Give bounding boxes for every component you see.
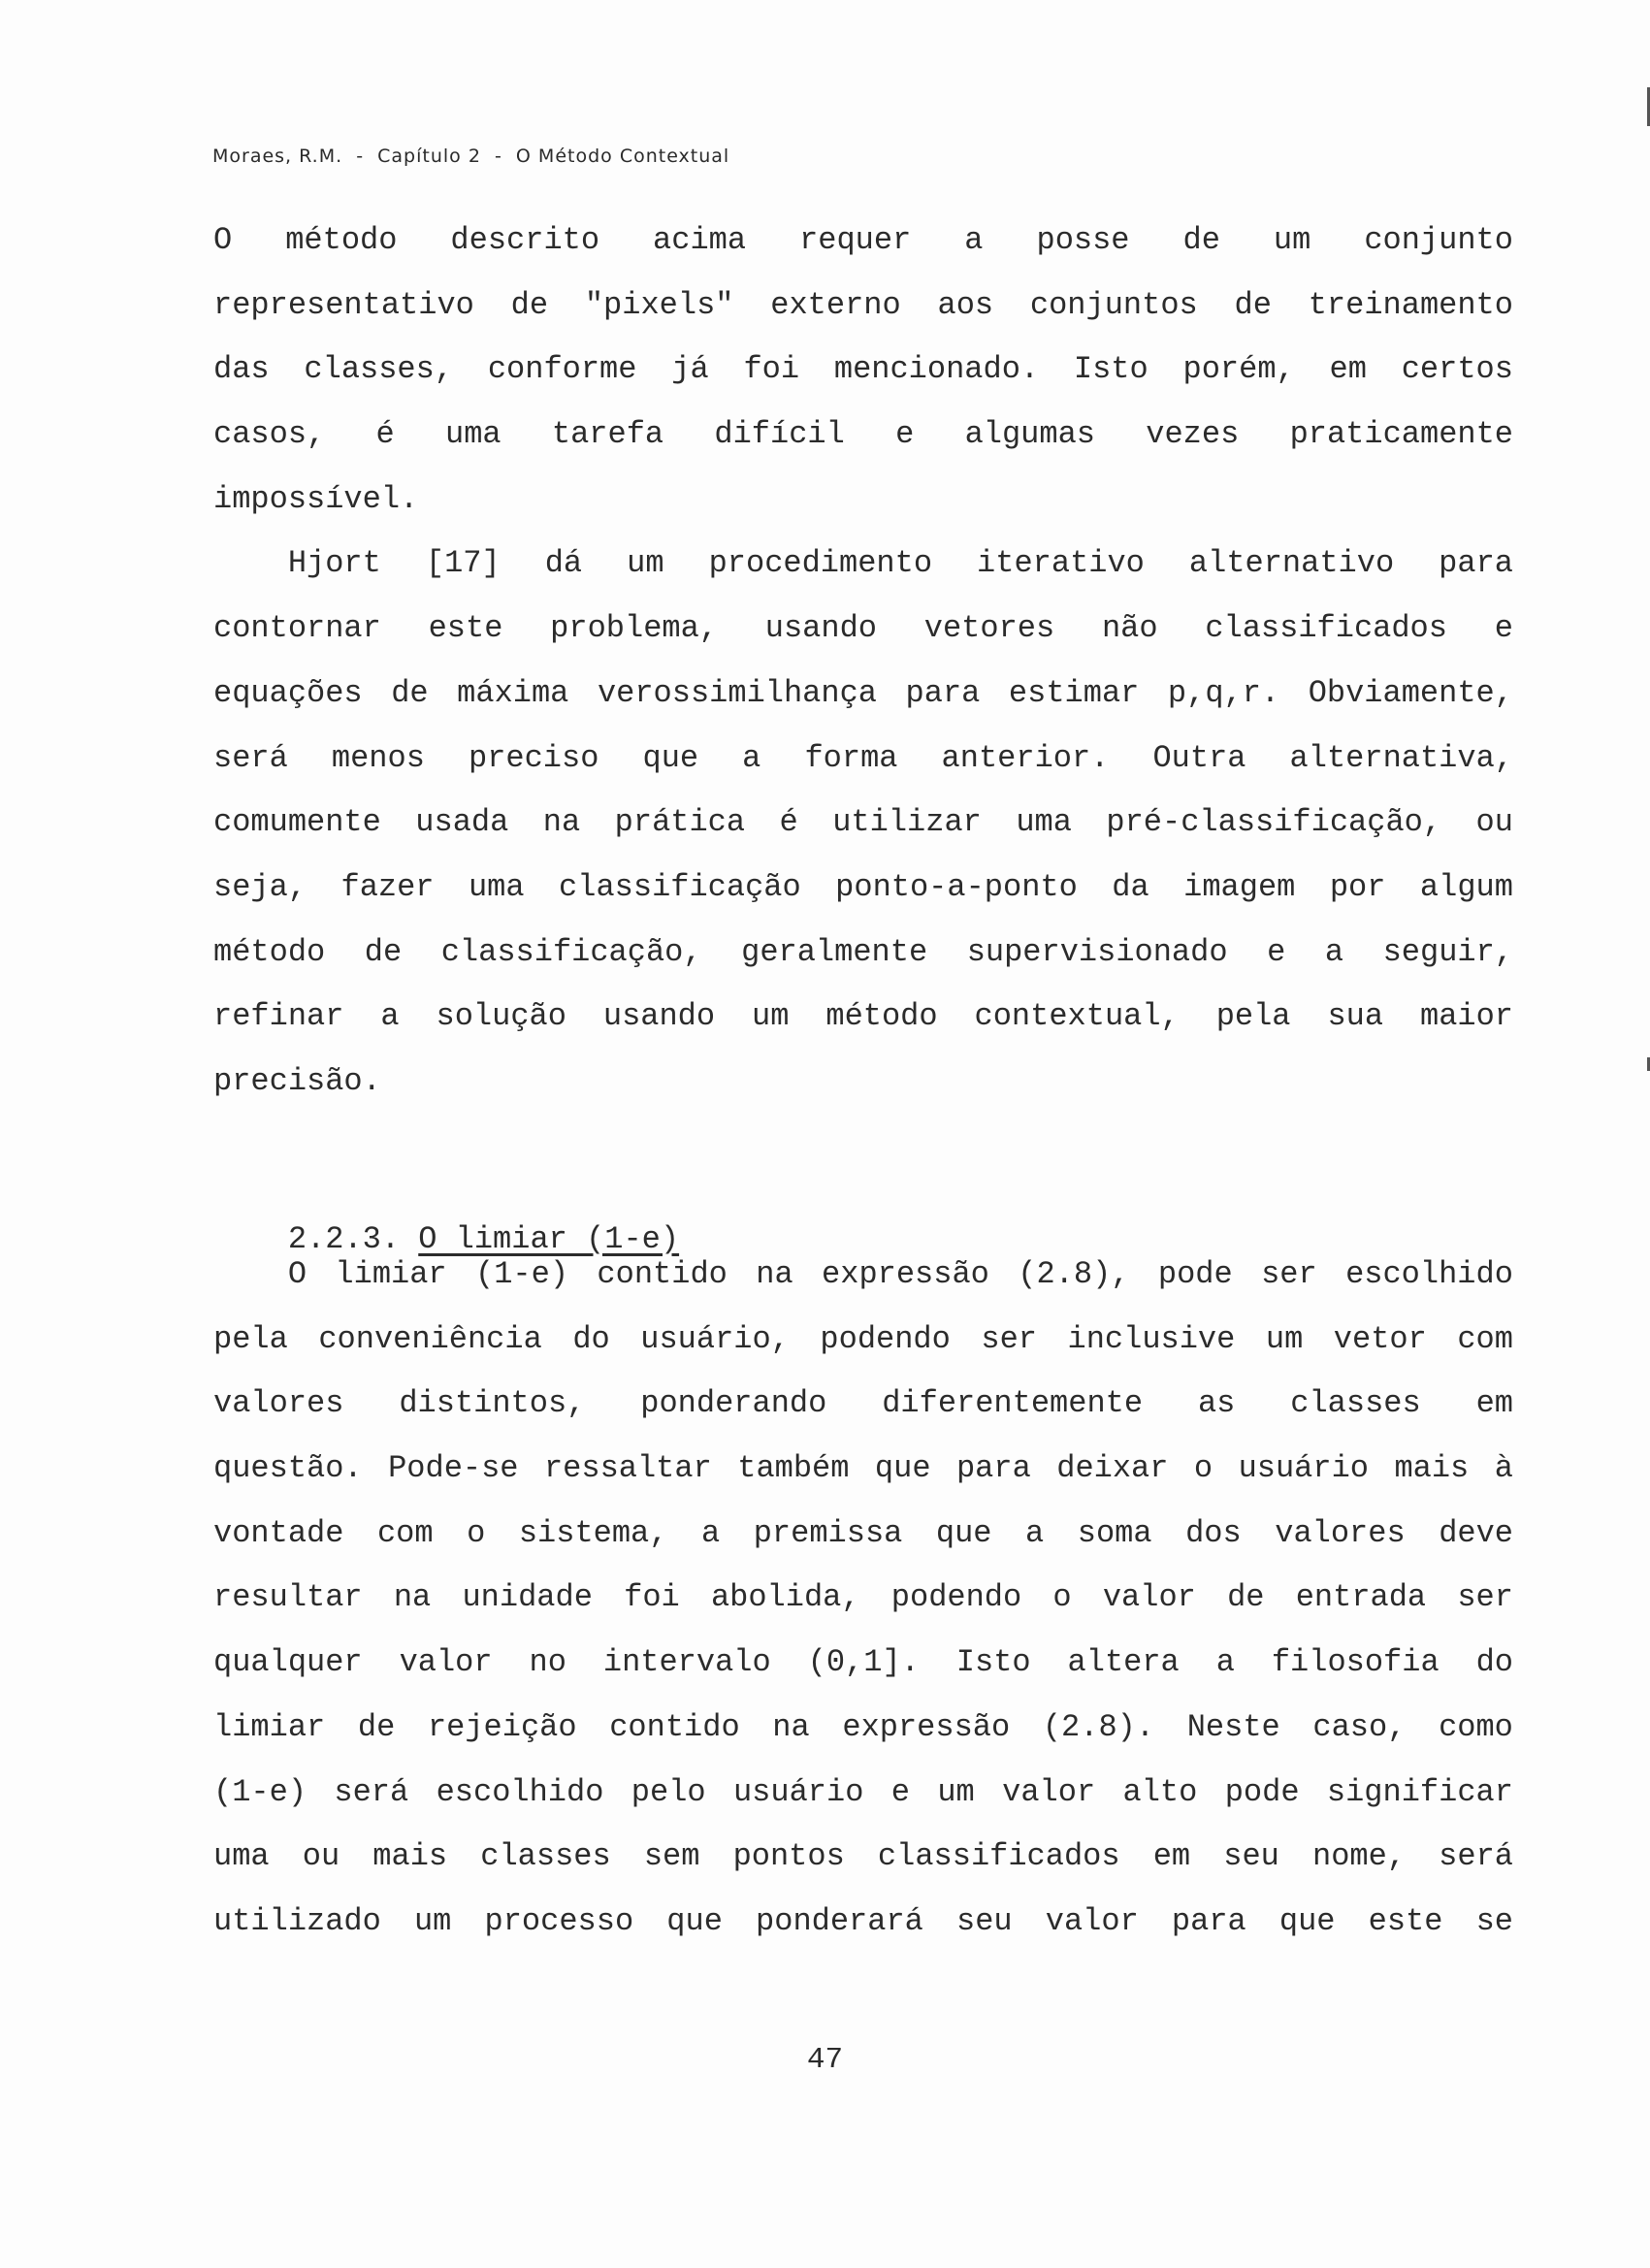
word: fazer bbox=[340, 868, 435, 905]
word: na bbox=[393, 1579, 432, 1616]
word: geralmente bbox=[741, 933, 928, 970]
word: classificados bbox=[877, 1838, 1120, 1875]
text-line bbox=[213, 346, 1513, 411]
word: na bbox=[756, 1256, 793, 1292]
word: distintos, bbox=[399, 1385, 586, 1422]
word: externo bbox=[770, 286, 901, 323]
word: método bbox=[213, 933, 326, 970]
word: que bbox=[642, 739, 699, 776]
word: sua bbox=[1327, 998, 1384, 1035]
text-line bbox=[213, 735, 1513, 800]
running-header: Moraes, R.M. - Capítulo 2 - O Método Contextual bbox=[212, 146, 730, 167]
text-line bbox=[213, 282, 1513, 347]
word: usuário bbox=[732, 1773, 864, 1810]
word: usando bbox=[764, 610, 877, 647]
word: este bbox=[1368, 1902, 1443, 1939]
word: imagem bbox=[1183, 868, 1296, 905]
text-line bbox=[213, 476, 1513, 541]
word: já bbox=[671, 351, 709, 388]
word: seu bbox=[1223, 1838, 1279, 1875]
word: expressão bbox=[822, 1256, 989, 1292]
word: das bbox=[213, 351, 270, 388]
word: no bbox=[529, 1644, 566, 1681]
word: também bbox=[737, 1450, 850, 1487]
word: solução bbox=[436, 998, 566, 1035]
word: em bbox=[1152, 1838, 1191, 1875]
word: O bbox=[213, 222, 233, 258]
word: processo bbox=[484, 1902, 634, 1939]
word: intervalo bbox=[602, 1644, 771, 1681]
word: anterior. bbox=[941, 739, 1110, 776]
word: problema, bbox=[550, 610, 718, 647]
word: a bbox=[1215, 1644, 1235, 1681]
word: pelo bbox=[631, 1773, 706, 1810]
word: vetor bbox=[1333, 1320, 1427, 1357]
word: a bbox=[742, 739, 761, 776]
word: questão. bbox=[213, 1450, 363, 1487]
word: maior bbox=[1419, 998, 1513, 1035]
word: contido bbox=[597, 1256, 728, 1292]
word: classificação bbox=[559, 868, 801, 905]
text-line bbox=[213, 411, 1513, 476]
word: rejeição bbox=[427, 1708, 577, 1745]
word: a bbox=[380, 998, 400, 1035]
word: com bbox=[1457, 1320, 1513, 1357]
page-number: 47 bbox=[806, 2043, 844, 2077]
word: em bbox=[1475, 1385, 1513, 1422]
word: será bbox=[334, 1773, 409, 1810]
text-line bbox=[213, 1380, 1513, 1445]
word: preciso bbox=[468, 739, 599, 776]
word: resultar bbox=[213, 1579, 363, 1616]
word: estimar bbox=[1008, 674, 1140, 711]
word: Obviamente, bbox=[1308, 674, 1513, 711]
word: [17] bbox=[425, 545, 501, 582]
word: usuário bbox=[1238, 1450, 1369, 1487]
text-line bbox=[213, 540, 1513, 605]
word: premissa bbox=[753, 1514, 903, 1551]
word: entrada bbox=[1295, 1579, 1427, 1616]
word: ressaltar bbox=[543, 1450, 712, 1487]
word: utilizado bbox=[213, 1902, 381, 1939]
word: pode bbox=[1224, 1773, 1300, 1810]
word: soma bbox=[1077, 1514, 1152, 1551]
word: usando bbox=[602, 998, 716, 1035]
word: é bbox=[375, 416, 395, 453]
word: tarefa bbox=[551, 416, 664, 453]
word: filosofia bbox=[1271, 1644, 1440, 1681]
word: requer bbox=[799, 222, 912, 258]
word: alto bbox=[1122, 1773, 1198, 1810]
word: menos bbox=[331, 739, 425, 776]
word: a bbox=[1324, 933, 1344, 970]
word: um bbox=[1265, 1320, 1304, 1357]
word: expressão bbox=[842, 1708, 1011, 1745]
word: "pixels" bbox=[584, 286, 734, 323]
word: Isto bbox=[955, 1644, 1031, 1681]
text-line bbox=[213, 670, 1513, 735]
word: podendo bbox=[890, 1579, 1022, 1616]
text-line bbox=[213, 993, 1513, 1058]
word: vezes bbox=[1146, 416, 1240, 453]
word: do bbox=[1475, 1644, 1513, 1681]
word: alternativo bbox=[1188, 545, 1395, 582]
word: altera bbox=[1067, 1644, 1180, 1681]
word: este bbox=[428, 610, 503, 647]
word: conjuntos bbox=[1029, 286, 1198, 323]
word: para bbox=[905, 674, 981, 711]
word: (1-e) bbox=[213, 1773, 307, 1810]
word: pela bbox=[213, 1320, 288, 1357]
word: um bbox=[937, 1773, 975, 1810]
word: precisão. bbox=[213, 1062, 381, 1099]
word: posse bbox=[1036, 222, 1130, 258]
word: sem bbox=[643, 1838, 700, 1875]
word: usuário, bbox=[640, 1320, 790, 1357]
word: forma bbox=[804, 739, 898, 776]
word: em bbox=[1329, 351, 1367, 388]
word: verossimilhança bbox=[597, 674, 877, 711]
word: algumas bbox=[964, 416, 1095, 453]
word: o bbox=[1193, 1450, 1213, 1487]
word: do bbox=[572, 1320, 610, 1357]
word: seu bbox=[956, 1902, 1013, 1939]
word: de bbox=[1234, 286, 1272, 323]
word: uma bbox=[468, 868, 525, 905]
word: Pode-se bbox=[388, 1450, 519, 1487]
text-line bbox=[213, 799, 1513, 864]
word: deixar bbox=[1056, 1450, 1169, 1487]
word: qualquer bbox=[213, 1644, 363, 1681]
word: que bbox=[874, 1450, 931, 1487]
word: vetores bbox=[923, 610, 1055, 647]
word: e bbox=[895, 416, 915, 453]
text-line bbox=[213, 1510, 1513, 1575]
word: será bbox=[1439, 1838, 1513, 1875]
word: algum bbox=[1419, 868, 1513, 905]
text-line bbox=[213, 1639, 1513, 1704]
word: usada bbox=[415, 804, 509, 841]
word: diferentemente bbox=[882, 1385, 1144, 1422]
word: inclusive bbox=[1067, 1320, 1236, 1357]
text-line bbox=[213, 929, 1513, 994]
word: mencionado. bbox=[833, 351, 1040, 388]
word: (2.8), bbox=[1018, 1256, 1130, 1292]
word: se bbox=[1475, 1902, 1513, 1939]
word: porém, bbox=[1182, 351, 1295, 388]
word: descrito bbox=[450, 222, 600, 258]
word: (1-e) bbox=[475, 1256, 569, 1292]
word: ou bbox=[1475, 804, 1513, 841]
word: máxima bbox=[457, 674, 569, 711]
word: um bbox=[413, 1902, 452, 1939]
text-line bbox=[213, 1251, 1513, 1316]
word: classes bbox=[1290, 1385, 1421, 1422]
word: nome, bbox=[1312, 1838, 1407, 1875]
word: um bbox=[1273, 222, 1311, 258]
word: ponderando bbox=[640, 1385, 827, 1422]
word: método bbox=[285, 222, 398, 258]
word: escolhido bbox=[436, 1773, 604, 1810]
word: refinar bbox=[213, 998, 344, 1035]
word: pode bbox=[1157, 1256, 1233, 1292]
text-line bbox=[213, 1316, 1513, 1381]
word: difícil bbox=[714, 416, 845, 453]
word: acima bbox=[653, 222, 747, 258]
word: o bbox=[467, 1514, 486, 1551]
word: limiar bbox=[213, 1708, 326, 1745]
word: uma bbox=[444, 416, 501, 453]
text-line bbox=[213, 1833, 1513, 1898]
word: significar bbox=[1326, 1773, 1513, 1810]
word: conjunto bbox=[1364, 222, 1513, 258]
word: para bbox=[1439, 545, 1513, 582]
word: não bbox=[1101, 610, 1158, 647]
word: utilizar bbox=[832, 804, 982, 841]
word: podendo bbox=[820, 1320, 951, 1357]
word: a bbox=[1025, 1514, 1045, 1551]
word: deve bbox=[1439, 1514, 1513, 1551]
word: foi bbox=[624, 1579, 680, 1616]
body-text-section bbox=[213, 1251, 1513, 1963]
word: que bbox=[1278, 1902, 1336, 1939]
word: comumente bbox=[213, 804, 381, 841]
word: para bbox=[1171, 1902, 1246, 1939]
text-line bbox=[213, 1769, 1513, 1834]
word: impossível. bbox=[213, 480, 419, 517]
word: de bbox=[510, 286, 549, 323]
word: classificados bbox=[1205, 610, 1447, 647]
word: abolida, bbox=[710, 1579, 860, 1616]
word: pela bbox=[1215, 998, 1291, 1035]
word: e bbox=[890, 1773, 910, 1810]
word: valor bbox=[1045, 1902, 1139, 1939]
word: a bbox=[700, 1514, 721, 1551]
word: ser bbox=[1457, 1579, 1513, 1616]
word: de bbox=[1182, 222, 1220, 258]
word: de bbox=[391, 674, 429, 711]
text-line bbox=[213, 605, 1513, 670]
word: classificação, bbox=[440, 933, 702, 970]
word: ou bbox=[302, 1838, 340, 1875]
section-title: O limiar (1-e) bbox=[418, 1221, 680, 1257]
word: escolhido bbox=[1345, 1256, 1513, 1292]
word: contornar bbox=[213, 610, 381, 647]
word: de bbox=[1227, 1579, 1265, 1616]
text-line bbox=[213, 1898, 1513, 1963]
word: procedimento bbox=[708, 545, 933, 582]
word: na bbox=[542, 804, 581, 841]
word: um bbox=[627, 545, 664, 582]
word: aos bbox=[937, 286, 994, 323]
body-text-top bbox=[213, 217, 1513, 1123]
word: pontos bbox=[732, 1838, 845, 1875]
word: ser bbox=[981, 1320, 1037, 1357]
word: com bbox=[376, 1514, 434, 1551]
word: limiar bbox=[335, 1256, 447, 1292]
text-line bbox=[213, 1704, 1513, 1769]
word: representativo bbox=[213, 286, 474, 323]
word: p,q,r. bbox=[1167, 674, 1280, 711]
word: contido bbox=[609, 1708, 740, 1745]
word: unidade bbox=[462, 1579, 593, 1616]
word: classes bbox=[480, 1838, 611, 1875]
word: prática bbox=[614, 804, 746, 841]
word: praticamente bbox=[1289, 416, 1513, 453]
word: de bbox=[357, 1708, 396, 1745]
word: vontade bbox=[213, 1514, 344, 1551]
word: valores bbox=[213, 1385, 344, 1422]
word: (0,1]. bbox=[807, 1644, 920, 1681]
word: pré-classificação, bbox=[1106, 804, 1442, 841]
word: mais bbox=[1394, 1450, 1470, 1487]
word: que bbox=[666, 1902, 723, 1939]
word: ser bbox=[1261, 1256, 1317, 1292]
word: conveniência bbox=[318, 1320, 542, 1357]
word: e bbox=[1494, 610, 1513, 647]
word: sistema, bbox=[518, 1514, 668, 1551]
word: na bbox=[772, 1708, 810, 1745]
word: seguir, bbox=[1382, 933, 1513, 970]
word: (2.8). bbox=[1042, 1708, 1155, 1745]
word: treinamento bbox=[1308, 286, 1513, 323]
word: as bbox=[1197, 1385, 1236, 1422]
word: dos bbox=[1185, 1514, 1242, 1551]
word: a bbox=[964, 222, 984, 258]
word: da bbox=[1112, 868, 1149, 905]
word: é bbox=[779, 804, 798, 841]
word: mais bbox=[372, 1838, 448, 1875]
text-line bbox=[213, 1445, 1513, 1510]
word: um bbox=[752, 998, 790, 1035]
word: alternativa, bbox=[1289, 739, 1513, 776]
text-line bbox=[213, 1058, 1513, 1123]
word: ponderará bbox=[756, 1902, 923, 1939]
word: supervisionado bbox=[966, 933, 1228, 970]
word: O bbox=[213, 1256, 307, 1292]
word: casos, bbox=[213, 416, 326, 453]
word: Neste bbox=[1186, 1708, 1280, 1745]
word: será bbox=[213, 739, 288, 776]
word: Hjort bbox=[213, 545, 381, 582]
word: contextual, bbox=[974, 998, 1180, 1035]
word: Isto bbox=[1073, 351, 1149, 388]
word: valor bbox=[1102, 1579, 1196, 1616]
word: para bbox=[955, 1450, 1031, 1487]
word: classes, bbox=[304, 351, 454, 388]
word: uma bbox=[213, 1838, 270, 1875]
word: conforme bbox=[487, 351, 637, 388]
word: valor bbox=[399, 1644, 493, 1681]
word: uma bbox=[1016, 804, 1072, 841]
word: certos bbox=[1401, 351, 1513, 388]
word: Outra bbox=[1152, 739, 1246, 776]
word: de bbox=[364, 933, 403, 970]
text-line bbox=[213, 864, 1513, 929]
word: e bbox=[1267, 933, 1286, 970]
word: ponto-a-ponto bbox=[835, 868, 1078, 905]
word: seja, bbox=[213, 868, 307, 905]
word: iterativo bbox=[977, 545, 1145, 582]
word: foi bbox=[743, 351, 800, 388]
word: o bbox=[1052, 1579, 1072, 1616]
word: que bbox=[935, 1514, 992, 1551]
word: equações bbox=[213, 674, 363, 711]
word: caso, bbox=[1312, 1708, 1407, 1745]
section-number: 2.2.3. bbox=[287, 1221, 401, 1257]
word: valor bbox=[1002, 1773, 1096, 1810]
word: por bbox=[1329, 868, 1386, 905]
word: método bbox=[825, 998, 938, 1035]
text-line bbox=[213, 217, 1513, 282]
word: valores bbox=[1275, 1514, 1406, 1551]
word: dá bbox=[544, 545, 583, 582]
word: como bbox=[1439, 1708, 1513, 1745]
word: à bbox=[1494, 1450, 1513, 1487]
text-line bbox=[213, 1574, 1513, 1639]
